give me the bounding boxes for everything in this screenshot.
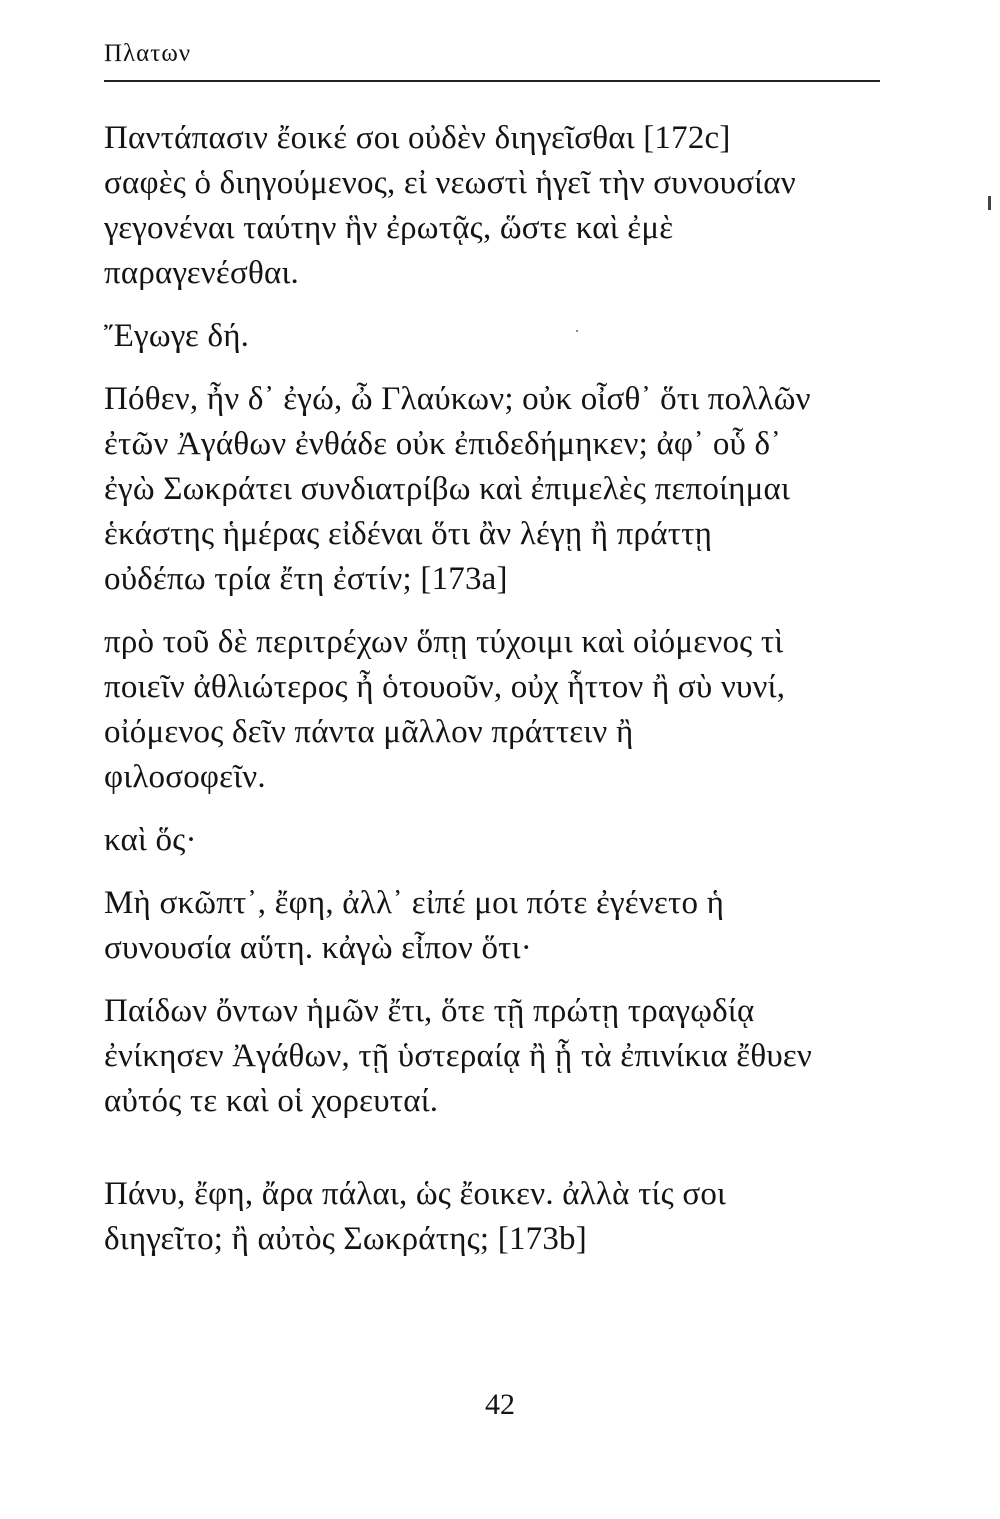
- paragraph: πρὸ τοῦ δὲ περιτρέχων ὅπῃ τύχοιμι καὶ οἰόμενος τὶ ποιεῖν ἀθλιώτερος ἦ ὁτουοῦν, οὐχ ἧττον ἢ σὺ νυνί, οἰόμενος δεῖν πάντα μᾶλλον πράττειν ἢ φιλοσοφεῖν.: [104, 624, 786, 795]
- body-text: [104, 116, 904, 1280]
- edge-mark: [988, 196, 991, 210]
- running-head: Πλατων: [104, 40, 192, 67]
- paragraph: καὶ ὅς·: [104, 822, 197, 858]
- paragraph: Παίδων ὄντων ἡμῶν ἔτι, ὅτε τῇ πρώτῃ τραγῳδίᾳ ἐνίκησεν Ἀγάθων, τῇ ὑστεραίᾳ ἢ ᾗ τὰ ἐπινίκια ἔθυεν αὐτός τε καὶ οἱ χορευταί.: [104, 993, 813, 1119]
- paragraph: Παντάπασιν ἔοικέ σοι οὐδὲν διηγεῖσθαι [172c] σαφὲς ὁ διηγούμενος, εἰ νεωστὶ ἡγεῖ τὴν συνουσίαν γεγονέναι ταύτην ἣν ἐρωτᾷς, ὥστε καὶ ἐμὲ παραγενέσθαι.: [104, 120, 796, 291]
- paragraph: Πόθεν, ἦν δ᾽ ἐγώ, ὦ Γλαύκων; οὐκ οἶσθ᾽ ὅτι πολλῶν ἐτῶν Ἀγάθων ἐνθάδε οὐκ ἐπιδεδήμηκεν; ἀφ᾽ οὗ δ᾽ ἐγὼ Σωκράτει συνδιατρίβω καὶ ἐπιμελὲς πεποίημαι ἑκάστης ἡμέρας εἰδέναι ὅτι ἂν λέγῃ ἢ πράττῃ οὐδέπω τρία ἔτη ἐστίν; [173a]: [104, 381, 811, 597]
- paragraph: Ἔγωγε δή.: [104, 318, 250, 354]
- paragraph: Πάνυ, ἔφη, ἄρα πάλαι, ὡς ἔοικεν. ἀλλὰ τίς σοι διηγεῖτο; ἢ αὐτὸς Σωκράτης; [173b]: [104, 1176, 727, 1257]
- header-rule: [104, 80, 880, 82]
- page-number: 42: [485, 1388, 515, 1421]
- paragraph: Μὴ σκῶπτ᾽, ἔφη, ἀλλ᾽ εἰπέ μοι πότε ἐγένετο ἡ συνουσία αὕτη. κἀγὼ εἶπον ὅτι·: [104, 885, 725, 966]
